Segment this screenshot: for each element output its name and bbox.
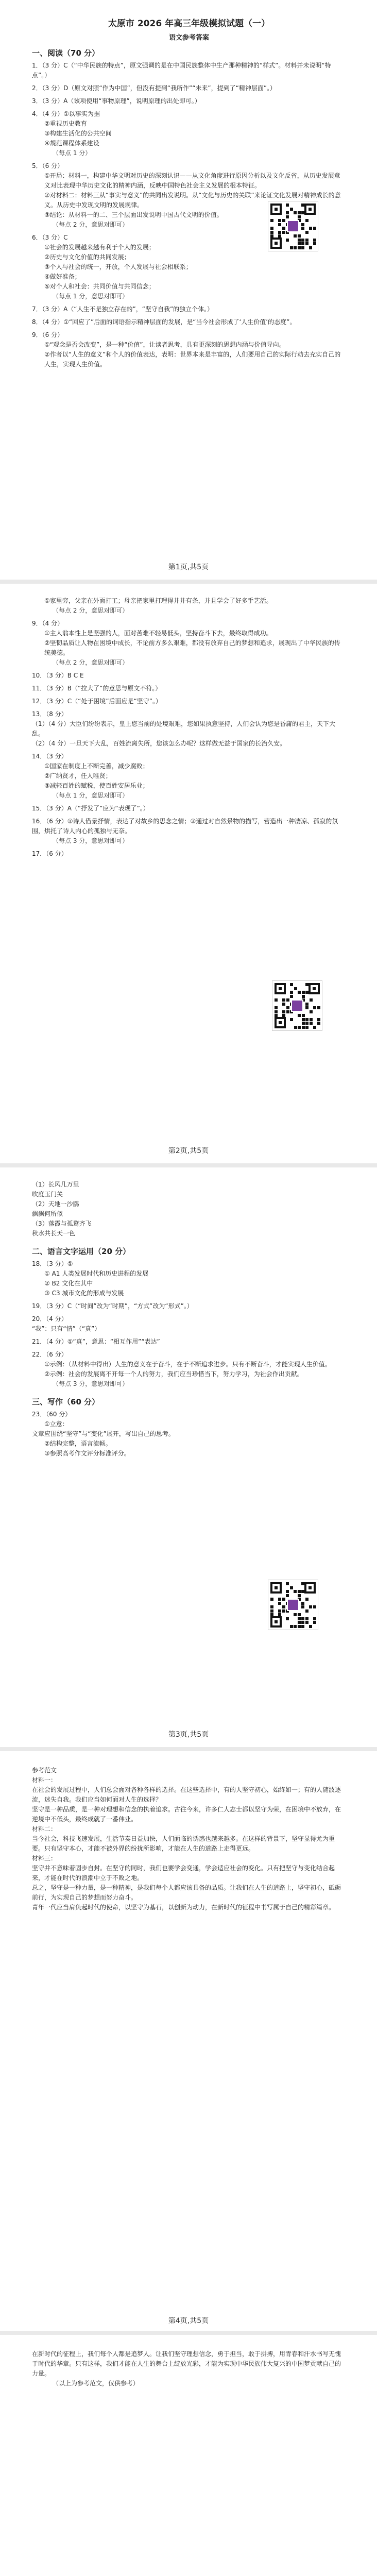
answer-line: ④做好准备； [44, 273, 81, 280]
answer-line: 9．（4 分） [32, 620, 64, 627]
answer-line: 14．（3 分） [32, 753, 67, 760]
answer-line: ①国家在制度上不断完善，减少腐败； [44, 762, 149, 770]
answer-line: （3）落霞与孤鹜齐飞 [32, 1220, 92, 1227]
page-subtitle: 语文参考答案 [168, 34, 209, 42]
answer-line: ②结构完整，语言流畅。 [44, 1440, 112, 1447]
answer-line: 材料一： [32, 1776, 57, 1784]
answer-line: （每点 2 分，意思对即可） [53, 659, 129, 666]
answer-line: 8．（4 分）①“回应了”后面的词语指示精神层面的发展，是“当今社会形成了‘人生价值’的态度”。 [32, 318, 296, 326]
page-2-content [32, 596, 346, 859]
answer-line: 16．（6 分）①诗人借景抒情，表达了对故乡的思念之情；②通过对自然景物的描写，营造出一种凄凉、孤寂的氛围，烘托了诗人内心的孤独与无奈。 [32, 818, 338, 835]
answer-line: 2．（3 分）D（原文对照“作为中国”，但没有提到“我所作”“未来”，提到了“精神层面”。） [32, 84, 277, 92]
answer-line: 坚守是一种品质，是一种对理想和信念的执着追求。古往今来，许多仁人志士都以坚守为荣，在困境中不放弃，在逆境中不低头，最终成就了一番伟业。 [32, 1806, 341, 1823]
answer-line: ③参照高考作文评分标准评分。 [44, 1450, 130, 1457]
page-footer: 第1页,共5页 [168, 563, 209, 571]
answer-line: 1．（3 分）C（“中华民族的特点”，原文强调的是在中国民族整体中生产那种精神的“样式”。材料并未说明“特点”。） [32, 62, 331, 79]
section-heading: 二、语言文字运用（20 分） [32, 1247, 131, 1256]
answer-line: 13．（8 分） [32, 710, 67, 718]
page-separator [0, 2331, 377, 2335]
answer-line: （1）（4 分）大臣们纷纷表示，皇上您当前的处境艰难，您如果执意坚持，人们会认为您是昏庸的君主，天下大乱。 [32, 720, 336, 737]
answer-line: 23．（60 分） [32, 1411, 72, 1418]
answer-line: 秋水共长天一色 [32, 1230, 76, 1237]
page-footer: 第3页,共5页 [168, 1731, 209, 1739]
page-footer: 第4页,共5页 [168, 2317, 209, 2325]
answer-line: 在新时代的征程上，我们每个人都是追梦人。让我们坚守理想信念，勇于担当，敢于拼搏，用青春和汗水书写无愧于时代的华章。只有这样，我们才能在人生的舞台上绽放光彩，才能为实现中华民族伟大复兴的中国梦贡献自己的力量。 [32, 2350, 341, 2377]
answer-line: 9．（6 分） [32, 331, 64, 338]
answer-line: ③构建生活化的公共空间 [44, 130, 112, 137]
answer-line: ③结论：从材料一的二、三个层面出发说明中国古代文明的价值。 [44, 211, 223, 218]
answer-line: 10．（3 分）B C E [32, 672, 84, 679]
answer-line: ①社会的发展越来越有利于个人的发展； [44, 244, 155, 251]
answer-line: 18．（3 分）① [32, 1260, 73, 1267]
answer-line: ①主人翁本性上是坚强的人，面对苦难不轻易低头，坚持奋斗下去，最终取得成功。 [44, 630, 272, 637]
page-1 [0, 0, 377, 580]
page-3 [0, 1167, 377, 1747]
answer-line: “我”：只有“情”（“真”） [32, 1325, 101, 1332]
section-heading-reading: 一、阅读（70 分） [32, 48, 100, 58]
page-5-essay [32, 2349, 346, 2388]
answer-line: ②广纳贤才，任人唯贤； [44, 772, 112, 779]
answer-line: ⑤对个人和社会：共同价值与共同信念； [44, 283, 155, 290]
page-4 [0, 1751, 377, 2331]
answer-line: 总之，坚守是一种力量，是一种精神，是我们每个人都应该具备的品质。让我们在人生的道路上，坚守初心，砥砺前行，为实现自己的梦想而努力奋斗。 [32, 1884, 341, 1901]
answer-line: （每点 3 分，意思对即可） [53, 1380, 129, 1387]
page-3-answers [32, 1180, 346, 1459]
qr-code [268, 201, 318, 251]
page-separator [0, 580, 377, 584]
answer-line: 文章应围绕“坚守”与“变化”展开，写出自己的思考。 [32, 1430, 175, 1437]
page-2 [0, 584, 377, 1163]
answer-line: ①开局：材料一，构建中华文明对历史的深刻认识——从文化角度进行原因分析以及文化反省，从历史发展意义对比表现中华历史文化的精神内涵，反映中国特色社会主义发展的根本特征。 [44, 172, 340, 189]
answer-line: （每点 1 分） [53, 149, 92, 157]
answer-line: （每点 3 分，意思对即可） [53, 837, 129, 844]
answer-line: 当今社会，科技飞速发展，生活节奏日益加快，人们面临的诱惑也越来越多。在这样的背景下，坚守显得尤为重要。只有坚守本心，才能不被外界的纷扰所影响，才能在人生的道路上走得更远。 [32, 1835, 335, 1852]
answer-line: 17．（6 分） [32, 850, 67, 857]
answer-line: 21．（4 分）①“真”，意思：“相互作用”“表达” [32, 1338, 160, 1345]
answer-line: ① A1 人类发展时代和历史进程的发展 [44, 1270, 149, 1277]
answer-line: 12．（3 分）C（“处于困境”后面应是“坚守”。） [32, 698, 162, 705]
answer-line: 青年一代应当肩负起时代的使命，以坚守为基石，以创新为动力，在新时代的征程中书写属于自己的精彩篇章。 [32, 1904, 335, 1911]
page-5-content [32, 2349, 346, 2388]
answer-line: ①“观念是否会改变”，是一种“价值”，让读者思考，具有更深刻的思想内涵与价值导向。 [44, 341, 285, 348]
answer-line: ② B2 文化在其中 [44, 1280, 93, 1287]
answer-line: （2）（4 分）一旦天下大乱，百姓流离失所，您该怎么办呢？这样做无益于国家的长治久安。 [32, 740, 286, 747]
section-heading: 三、写作（60 分） [32, 1397, 100, 1406]
answer-line: 3．（3 分）A（该项使用“事物原理”，说明原理的出处即可。） [32, 97, 201, 105]
page-title: 太原市 2026 年高三年级模拟试题（一） [108, 19, 270, 29]
page-2-answers [32, 596, 346, 859]
answer-line: 飘飘何所似 [32, 1210, 63, 1217]
answer-line: ②重视历史教育 [44, 120, 87, 127]
answer-line: 参考范文 [32, 1767, 57, 1774]
answer-line: 坚守并不意味着固步自封。在坚守的同时，我们也要学会变通，学会适应社会的变化。只有把坚守与变化结合起来，才能在时代的浪潮中立于不败之地。 [32, 1865, 335, 1882]
page-4-content [32, 1766, 346, 1912]
answer-line: （2）天地一沙鸥 [32, 1200, 79, 1208]
answer-line: ③ C3 城市文化的形成与发展 [44, 1290, 124, 1297]
answer-line: （以上为参考范文，仅供参考） [53, 2380, 140, 2387]
answer-line: 7．（3 分）A（“人生不是独立存在的”，“坚守自我”的独立个体。） [32, 306, 214, 313]
answer-line: 22．（6 分） [32, 1351, 67, 1358]
answer-line: 15．（3 分）A（“抒发了”应为“表现了”。） [32, 805, 149, 812]
answer-line: （每点 1 分，意思对即可） [53, 293, 129, 300]
page-5 [0, 2335, 377, 2576]
qr-code [272, 980, 322, 1031]
answer-line: ②示例：社会的发展离不开每一个人的努力，我们应当珍惜当下，努力学习，为社会作出贡献。 [44, 1370, 303, 1378]
answer-line: （每点 2 分，意思对即可） [53, 221, 129, 228]
page-1-content [32, 18, 346, 369]
page-3-content [32, 1180, 346, 1459]
answer-line: ②对材料二：材料三从“事实与意义”的共同出发说明。从“文化与历史的关联”来论证文化发展对精神成长的意义。从历史中发现文明的发展规律。 [44, 192, 341, 209]
answer-line: ①示例：（从材料中得出）人生的意义在于奋斗，在于不断追求进步。只有不断奋斗，才能实现人生价值。 [44, 1361, 331, 1368]
answer-line: ②历史与文化价值的共同发展； [44, 253, 130, 261]
qr-code [268, 1580, 318, 1630]
answer-line: ②坚韧品质让人物在困境中成长，不论前方多么艰难，都没有放弃自己的梦想和追求，展现出了中华民族的传统美德。 [44, 639, 340, 656]
answer-line: 材料二： [32, 1825, 57, 1833]
answer-line: ①立意： [44, 1420, 68, 1428]
page-separator [0, 1747, 377, 1751]
answer-line: 11．（3 分）B（“拉大了”的意思与原文不符。） [32, 685, 162, 692]
answer-line: 5．（6 分） [32, 162, 64, 170]
answer-line: （每点 2 分，意思对即可） [53, 607, 129, 614]
answer-line: ②作者以“人生的意义”和个人的价值表达，表明：世界本来是丰富的，人们要用自己的实际行动去充实自己的人生，实现人生价值。 [44, 351, 341, 368]
answer-line: 19．（3 分）C（“时间”改为“时期”，“方式”改为“形式”。） [32, 1302, 193, 1310]
page-separator [0, 1163, 377, 1167]
page-4-essay [32, 1766, 346, 1912]
answer-line: 20．（4 分） [32, 1315, 67, 1323]
answer-line: 材料三： [32, 1855, 57, 1862]
answer-line: 6．（3 分）C [32, 234, 68, 241]
answer-line: ③个人与社会的统一，开放，个人发展与社会相联系； [44, 263, 192, 270]
answer-line: 吹度玉门关 [32, 1191, 63, 1198]
answer-line: 在社会的发展过程中，人们总会面对各种各样的选择。在这些选择中，有的人坚守初心，始终如一；有的人随波逐流，迷失自我。我们应当如何面对人生的选择？ [32, 1786, 341, 1803]
answer-line: 4．（4 分）①以事实为据 [32, 110, 100, 117]
answer-line: （1）长风几万里 [32, 1181, 79, 1188]
answer-line: ③减轻百姓的赋税，使百姓安居乐业； [44, 782, 149, 789]
answer-line: （每点 1 分，意思对即可） [53, 792, 129, 799]
answer-line: ①家里穷，父亲在外面打工；母亲把家里打理得井井有条，并且学会了好多手艺活。 [44, 597, 272, 604]
answer-line: ④规范课程体系建设 [44, 140, 99, 147]
page-footer: 第2页,共5页 [168, 1147, 209, 1155]
